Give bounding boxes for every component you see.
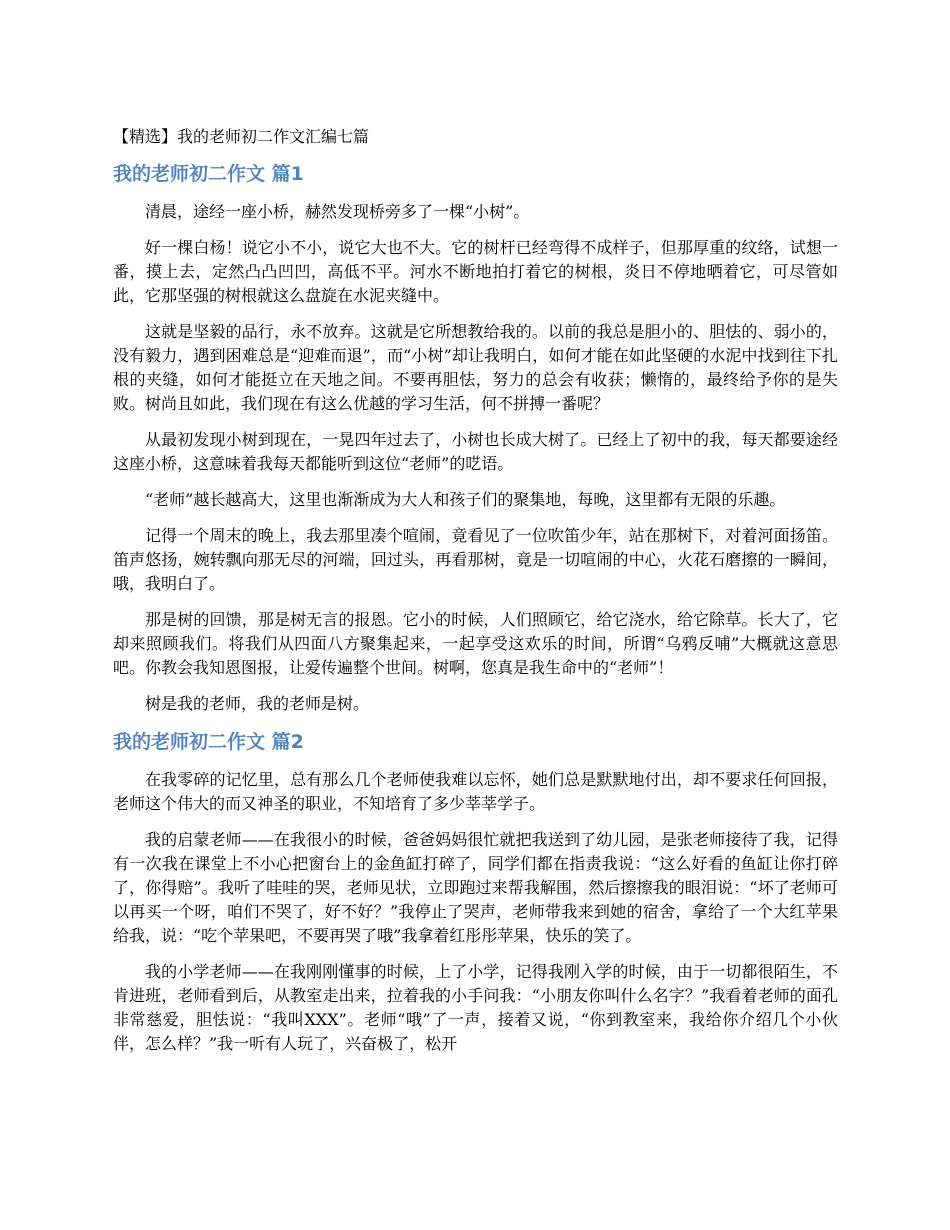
section-heading: 我的老师初二作文 篇1 xyxy=(113,163,304,185)
section-1 xyxy=(113,160,838,716)
paragraph: 那是树的回馈，那是树无言的报恩。它小的时候，人们照顾它，给它浇水，给它除草。长大了，它却来照顾我们。将我们从四面八方聚集起来，一起享受这欢乐的时间，所谓“乌鸦反哺”大概就这意思吧。你教会我知恩图报，让爱传遍整个世间。树啊，您真是我生命中的“老师”！ xyxy=(113,610,838,677)
paragraph: 这就是坚毅的品行，永不放弃。这就是它所想教给我的。以前的我总是胆小的、胆怯的、弱小的，没有毅力，遇到困难总是“迎难而退”，而“小树”却让我明白，如何才能在如此坚硬的水泥中找到往下扎根的夹缝，如何才能挺立在天地之间。不要再胆怯，努力的总会有收获；懒惰的，最终给予你的是失败。树尚且如此，我们现在有这么优越的学习生活，何不拼搏一番呢？ xyxy=(113,322,838,413)
paragraph: “老师”越长越高大，这里也渐渐成为大人和孩子们的聚集地，每晚，这里都有无限的乐趣。 xyxy=(145,490,786,509)
paragraph: 在我零碎的记忆里，总有那么几个老师使我难以忘怀，她们总是默默地付出，却不要求任何回报，老师这个伟大的而又神圣的职业，不知培育了多少莘莘学子。 xyxy=(113,770,838,813)
paragraph: 我的小学老师——在我刚刚懂事的时候，上了小学，记得我刚入学的时候，由于一切都很陌生，不肯进班，老师看到后，从教室走出来，拉着我的小手问我：“小朋友你叫什么名字？”我看着老师的面孔非常慈爱，胆怯说：“我叫XXX”。老师“哦”了一声，接着又说，“你到教室来，我给你介绍几个小伙伴，怎么样？”我一听有人玩了，兴奋极了，松开 xyxy=(113,962,838,1053)
paragraph: 记得一个周末的晚上，我去那里凑个喧闹，竟看见了一位吹笛少年，站在那树下，对着河面扬笛。笛声悠扬，婉转飘向那无尽的河端，回过头，再看那树，竟是一切喧闹的中心，火花石磨擦的一瞬间，哦，我明白了。 xyxy=(113,526,838,593)
section-2 xyxy=(113,728,838,1056)
paragraph: 我的启蒙老师——在我很小的时候，爸爸妈妈很忙就把我送到了幼儿园，是张老师接待了我，记得有一次我在课堂上不小心把窗台上的金鱼缸打碎了，同学们都在指责我说：“这么好看的鱼缸让你打碎了，你得赔”。我听了哇哇的哭，老师见状，立即跑过来帮我解围，然后擦擦我的眼泪说：“坏了老师可以再买一个呀，咱们不哭了，好不好？”我停止了哭声，老师带我来到她的宿舍，拿给了一个大红苹果给我，说：“吃个苹果吧，不要再哭了哦”我拿着红彤彤苹果，快乐的笑了。 xyxy=(113,830,838,945)
section-heading: 我的老师初二作文 篇2 xyxy=(113,731,304,753)
paragraph: 好一棵白杨！说它小不小，说它大也不大。它的树杆已经弯得不成样子，但那厚重的纹络，试想一番，摸上去，定然凸凸凹凹，高低不平。河水不断地拍打着它的树根，炎日不停地晒着它，可尽管如此，它那坚强的树根就这么盘旋在水泥夹缝中。 xyxy=(113,238,838,305)
document-page xyxy=(113,124,838,1068)
paragraph: 从最初发现小树到现在，一晃四年过去了，小树也长成大树了。已经上了初中的我，每天都要途经这座小桥，这意味着我每天都能听到这位“老师”的呓语。 xyxy=(113,430,838,473)
document-title: 【精选】我的老师初二作文汇编七篇 xyxy=(113,127,370,146)
paragraph: 树是我的老师，我的老师是树。 xyxy=(145,694,370,713)
paragraph: 清晨，途经一座小桥，赫然发现桥旁多了一棵“小树”。 xyxy=(145,202,530,221)
